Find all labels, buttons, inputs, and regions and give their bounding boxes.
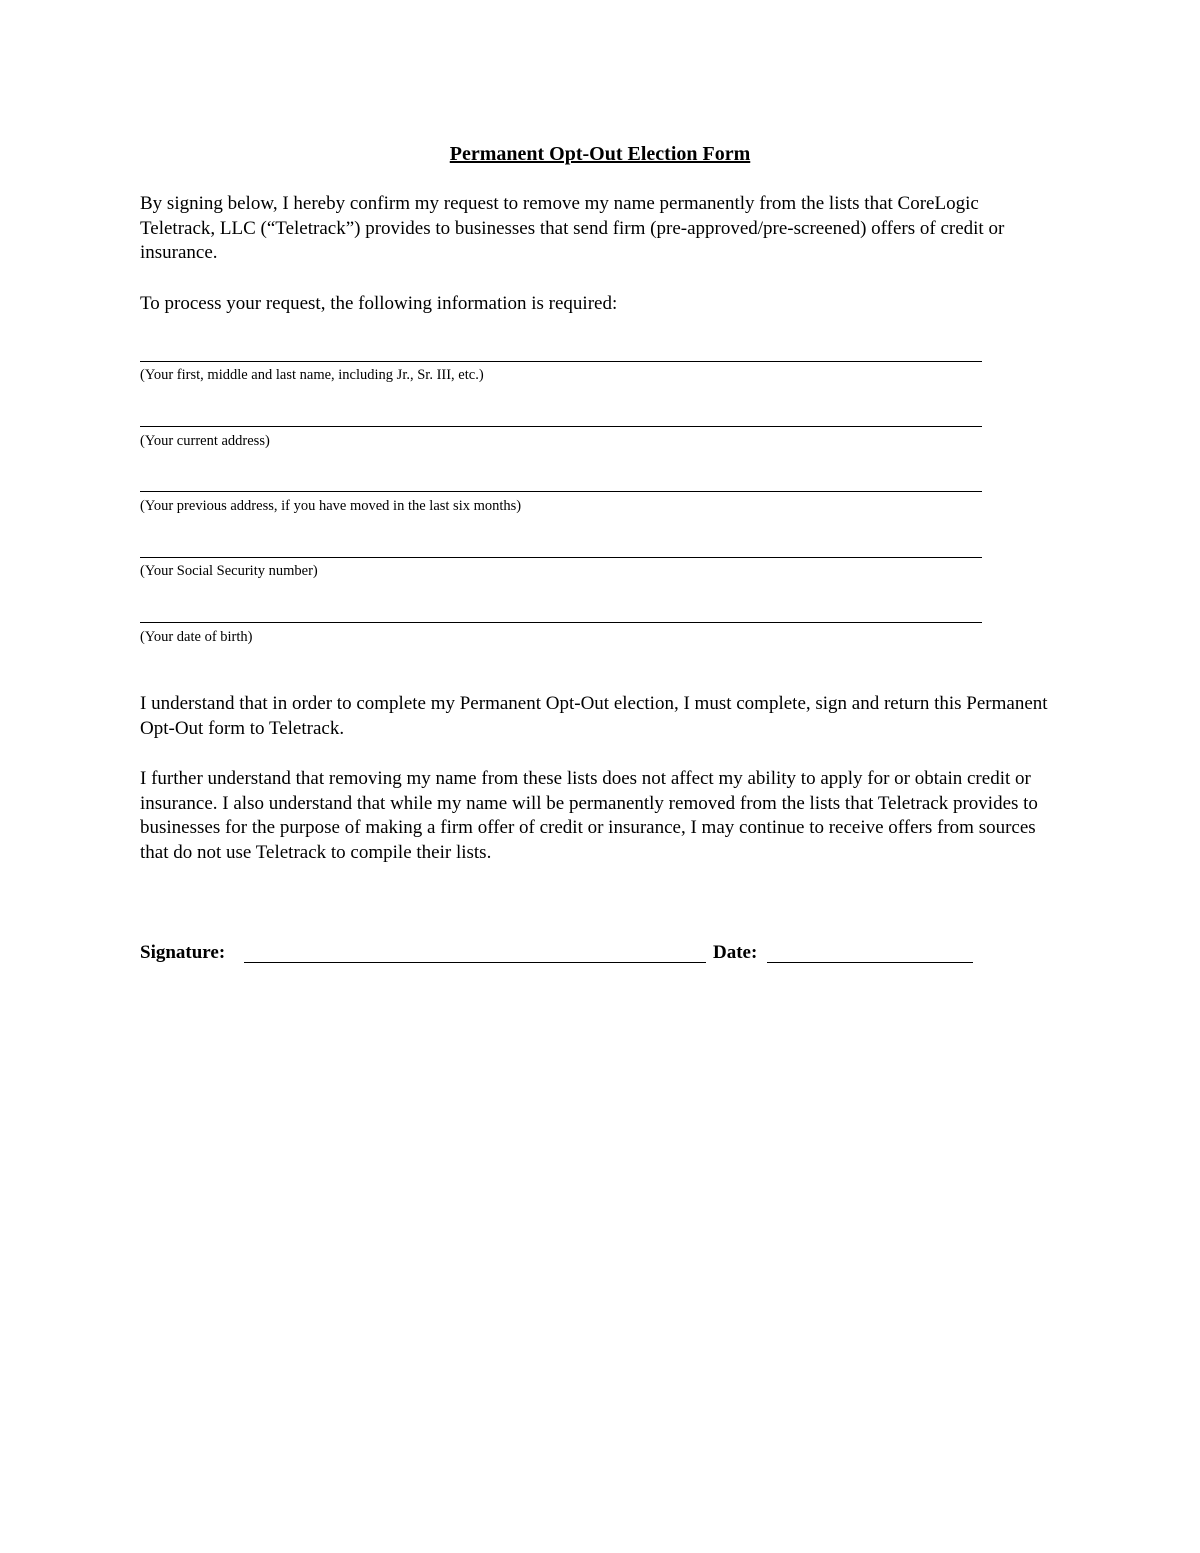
required-info-paragraph: To process your request, the following information is required: xyxy=(140,293,618,314)
dob-field-label: (Your date of birth) xyxy=(140,629,253,645)
date-label: Date: xyxy=(713,942,758,963)
previous-address-field-line[interactable] xyxy=(140,491,982,492)
understand-paragraph-2: I further understand that removing my name from these lists does not affect my ability to apply for or obtain credit or insurance. I also understand that while my name will be permanently removed from the lists that Teletrack provides to businesses for the purpose of making a firm offer of credit or insurance, I may continue to receive offers from sources that do not use Teletrack to compile their lists. xyxy=(140,768,1038,863)
current-address-field-label: (Your current address) xyxy=(140,433,270,449)
form-title: Permanent Opt-Out Election Form xyxy=(449,143,751,165)
previous-address-field-label: (Your previous address, if you have moved in the last six months) xyxy=(140,498,522,514)
signature-row xyxy=(140,941,1000,969)
ssn-field-label: (Your Social Security number) xyxy=(140,563,318,579)
signature-label: Signature: xyxy=(140,942,226,963)
current-address-field-line[interactable] xyxy=(140,426,982,427)
dob-field-line[interactable] xyxy=(140,622,982,623)
name-field-line[interactable] xyxy=(140,361,982,362)
ssn-field-line[interactable] xyxy=(140,557,982,558)
date-line[interactable] xyxy=(767,962,973,963)
intro-paragraph: By signing below, I hereby confirm my request to remove my name permanently from the lists that CoreLogic Teletrack, LLC (“Teletrack”) provides to businesses that send firm (pre-approved/pre-screened) offers of credit or insurance. xyxy=(140,193,1005,263)
signature-line[interactable] xyxy=(244,962,706,963)
understand-paragraph-1: I understand that in order to complete my Permanent Opt-Out election, I must complete, sign and return this Permanent Opt-Out form to Teletrack. xyxy=(140,693,1048,739)
name-field-label: (Your first, middle and last name, including Jr., Sr. III, etc.) xyxy=(140,367,484,383)
